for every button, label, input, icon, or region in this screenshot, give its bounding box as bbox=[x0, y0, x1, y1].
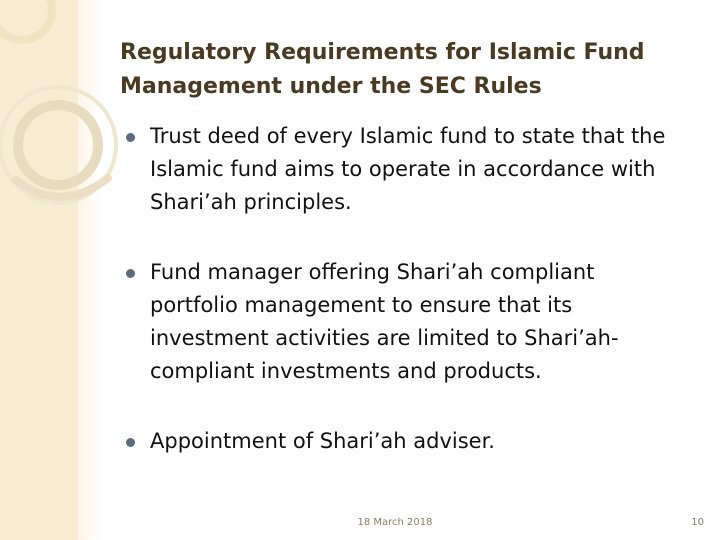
slide-title-line-1: Regulatory Requirements for Islamic Fund bbox=[120, 40, 645, 65]
page-number: 10 bbox=[691, 517, 704, 528]
bullet-dot-icon bbox=[126, 269, 135, 278]
footer-date: 18 March 2018 bbox=[357, 517, 433, 528]
bullet-dot-icon bbox=[126, 133, 135, 142]
decorative-circles-icon bbox=[0, 0, 140, 220]
bullet-text: Trust deed of every Islamic fund to state that the Islamic fund aims to operate in accordance with Shari’ah principles. bbox=[150, 124, 666, 214]
bullet-item-trust-deed bbox=[126, 120, 686, 219]
bullet-item-shariah-adviser bbox=[126, 425, 686, 458]
bullet-text: Appointment of Shari’ah adviser. bbox=[150, 429, 495, 453]
bullet-list bbox=[126, 120, 686, 458]
bullet-text: Fund manager offering Shari’ah compliant portfolio management to ensure that its investment activities are limited to Shari’ah-compliant investments and products. bbox=[150, 260, 619, 383]
bullet-item-fund-manager bbox=[126, 256, 686, 388]
bullet-dot-icon bbox=[126, 438, 135, 447]
slide-title-line-2: Management under the SEC Rules bbox=[120, 74, 542, 99]
slide-title bbox=[120, 36, 700, 104]
